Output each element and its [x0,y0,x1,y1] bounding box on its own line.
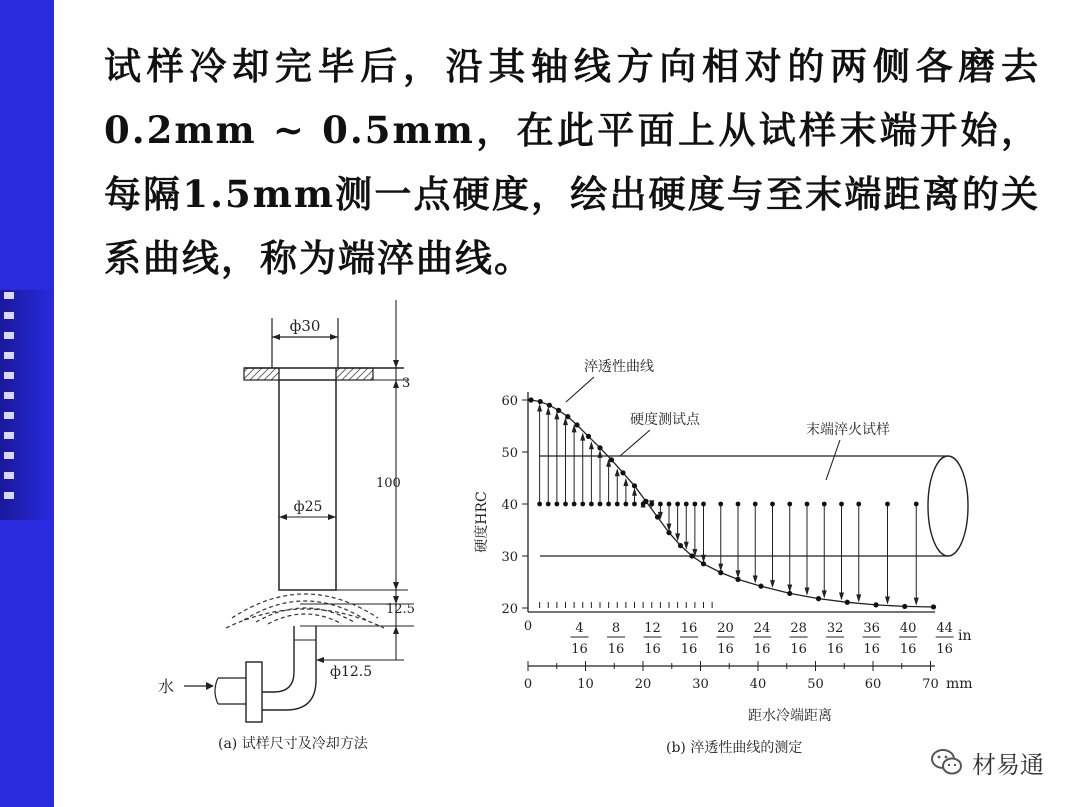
test-arrow-head [753,575,758,583]
test-point [839,502,844,507]
test-point [632,502,637,507]
inch-tick-denominator: 16 [826,642,844,657]
curve-point [873,602,878,607]
mm-tick-label: 30 [692,677,709,692]
y-axis-label: 硬度HRC [474,491,490,553]
curve-point [787,591,792,596]
inch-tick-numerator: 32 [826,621,844,636]
inch-unit: in [958,628,972,644]
inch-tick-denominator: 16 [899,642,917,657]
inch-tick-numerator: 12 [644,621,661,636]
test-point [580,502,585,507]
inch-tick-numerator: 36 [863,621,880,636]
test-point [554,502,559,507]
mm-tick-label: 10 [577,677,594,692]
test-point [805,502,810,507]
test-point [675,502,680,507]
test-arrow-head [598,450,603,458]
test-point [649,502,654,507]
curve-point [718,570,723,575]
test-arrow-head [770,580,775,588]
test-arrow-head [537,403,542,411]
test-point [770,502,775,507]
curve-point [538,399,543,404]
curve-point [528,397,533,402]
watermark-text: 材易通 [972,750,1044,779]
test-arrow-head [615,468,620,476]
figure-a-caption: (a) 试样尺寸及冷却方法 [218,736,368,752]
y-tick-label: 20 [501,602,518,617]
curve-point [609,457,614,462]
flange-thickness-label: 3 [402,376,411,391]
curve-point [689,553,694,558]
x-axis-label: 距水冷端距离 [748,708,832,724]
test-point [667,502,672,507]
test-point [658,502,663,507]
curve-point [556,408,561,413]
test-arrow-head [839,593,844,601]
mm-tick-label: 0 [523,677,533,692]
curve-point [597,445,602,450]
test-point [623,502,628,507]
test-arrow-head [580,433,585,441]
inch-tick-denominator: 16 [644,642,661,657]
water-label: 水 [158,677,175,696]
curve-point [758,584,763,589]
inch-tick-denominator: 16 [680,642,698,657]
inch-tick-numerator: 28 [790,621,807,636]
x-minor-ticks [540,602,713,608]
test-arrow-head [805,588,810,596]
test-point [787,502,792,507]
y-tick-label: 50 [501,446,518,461]
inch-tick-numerator: 40 [899,621,917,636]
y-tick-group [501,394,528,617]
mm-tick-label: 70 [922,677,939,692]
test-point [598,502,603,507]
top-diameter-label: ф30 [289,317,321,335]
nozzle-diameter-label: ф12.5 [330,664,373,680]
test-point [546,502,551,507]
watermark [930,742,1044,782]
curve-point [547,403,552,408]
curve-point [902,604,907,609]
mm-tick-label: 20 [634,677,652,692]
y-tick-label: 60 [501,394,518,409]
curve-point [735,577,740,582]
curve-point [565,414,570,419]
inch-tick-numerator: 8 [611,621,621,636]
mm-tick-label: 40 [749,677,767,692]
curve-point [845,600,850,605]
curve-point [620,470,625,475]
test-point [684,502,689,507]
gap-label: 12.5 [386,602,415,617]
curve-point [586,434,591,439]
test-arrow-head [856,594,861,602]
test-point [606,502,611,507]
inch-tick-numerator: 16 [680,621,698,636]
test-point [822,502,827,507]
test-point [563,502,568,507]
y-tick-label: 40 [501,498,518,513]
intro-paragraph: 试样冷却完毕后，沿其轴线方向相对的两侧各磨去0.2mm ~ 0.5mm，在此平面上从试样末端开始，每隔1.5mm测一点硬度，绘出硬度与至末端距离的关系曲线，称为端淬曲线。 [104,44,1040,280]
inch-tick-denominator: 16 [790,642,807,657]
test-point [692,502,697,507]
test-point [718,502,723,507]
inch-tick-numerator: 4 [575,621,584,636]
curve-point [655,514,660,519]
test-point [753,502,758,507]
test-arrow-head [623,478,628,486]
mm-unit: mm [946,676,973,692]
specimen-label: 末端淬火试样 [806,422,890,438]
inch-tick-denominator: 16 [717,642,734,657]
test-arrow-head [589,441,594,449]
test-arrow-head [822,590,827,598]
inch-tick-numerator: 44 [936,621,953,636]
curve-point [931,604,936,609]
test-arrow-head [885,597,890,605]
test-point [589,502,594,507]
test-arrow-head [914,598,919,606]
test-point [914,502,919,507]
inch-tick-numerator: 20 [717,621,734,636]
inch-tick-denominator: 16 [571,642,588,657]
inch-tick-numerator: 24 [753,621,771,636]
test-point [701,502,706,507]
test-point [572,502,577,507]
curve-point [666,530,671,535]
test-point [856,502,861,507]
curve-label: 淬透性曲线 [584,359,654,375]
test-arrow-head [546,407,551,415]
figure-a-specimen [158,300,415,722]
test-point [537,502,542,507]
points-label: 硬度测试点 [630,412,700,428]
test-point [885,502,890,507]
inch-tick-denominator: 16 [607,642,625,657]
inch-scale [524,619,954,657]
test-point [615,502,620,507]
curve-point [678,543,683,548]
figure-b-caption: (b) 淬透性曲线的测定 [666,740,803,756]
inch-tick-denominator: 16 [863,642,880,657]
test-point [736,502,741,507]
curve-point [574,422,579,427]
mm-tick-label: 50 [807,677,824,692]
inch-tick-denominator: 16 [936,642,953,657]
mm-tick-label: 60 [864,677,882,692]
wechat-icon [930,748,964,776]
y-tick-label: 30 [501,550,518,565]
curve-point [816,596,821,601]
inch-zero-label: 0 [523,619,533,634]
length-label: 100 [376,476,401,491]
body-diameter-label: ф25 [293,499,323,515]
curve-point [701,561,706,566]
inch-tick-denominator: 16 [753,642,771,657]
curve-point [632,483,637,488]
curve-point [643,499,648,504]
